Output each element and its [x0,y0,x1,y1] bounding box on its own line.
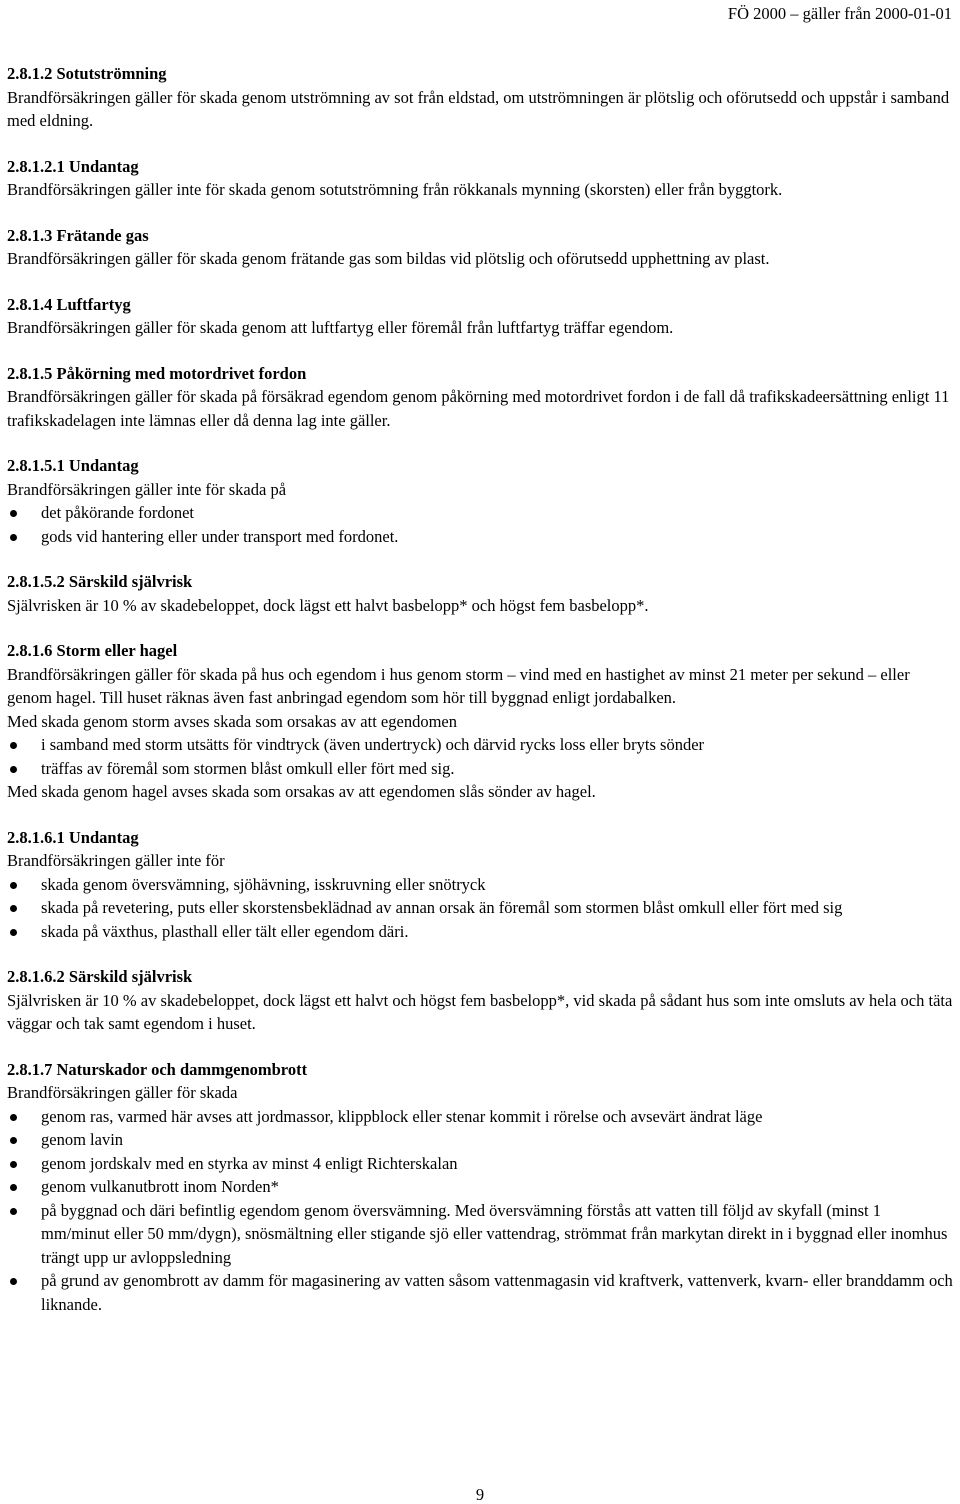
section-paragraph: Med skada genom storm avses skada som orsakas av att egendomen [7,711,457,731]
bullet-item: det påkörande fordonet [7,501,953,525]
section [7,362,953,433]
section-outro: Med skada genom hagel avses skada som orsakas av att egendomen slås sönder av hagel. [7,782,596,801]
document-body [7,62,953,1338]
section-intro: Brandförsäkringen gäller för skada [7,1083,238,1102]
bullet-item: träffas av föremål som stormen blåst omkull eller fört med sig. [7,757,953,781]
bullet-item: genom vulkanutbrott inom Norden* [7,1175,953,1199]
section-paragraph: Självrisken är 10 % av skadebeloppet, dock lägst ett halvt basbelopp* och högst fem basbelopp*. [7,595,649,615]
section-heading: 2.8.1.3 Frätande gas [7,225,149,245]
section-paragraph: Brandförsäkringen gäller för skada genom frätande gas som bildas vid plötslig och oförutsedd upphettning av plast. [7,249,770,268]
bullet-item: genom ras, varmed här avses att jordmassor, klippblock eller stenar kommit i rörelse och avsevärt ändrat läge [7,1105,953,1129]
bullet-item: på byggnad och däri befintlig egendom genom översvämning. Med översvämning förstås att vatten till följd av skyfall (minst 1 mm/minut eller 50 mm/dygn), snösmältning eller stigande sjö eller vattendrag, strömmat från markytan direkt in i byggnad eller inomhus trängt upp ur avloppsledning [7,1199,953,1270]
section-heading: 2.8.1.4 Luftfartyg [7,294,131,314]
section-heading: 2.8.1.2.1 Undantag [7,156,139,176]
section-heading: 2.8.1.5.2 Särskild självrisk [7,572,193,591]
page-number: 9 [475,1485,485,1504]
section [7,639,953,804]
section-heading: 2.8.1.2 Sotutströmning [7,64,167,83]
section [7,1058,953,1317]
bullet-list [7,873,953,944]
section [7,454,953,548]
section-heading: 2.8.1.6.1 Undantag [7,827,139,847]
section-heading: 2.8.1.6 Storm eller hagel [7,641,178,660]
section [7,570,953,617]
section-paragraph: Självrisken är 10 % av skadebeloppet, dock lägst ett halvt och högst fem basbelopp*, vid skada på sådant hus som inte omsluts av hela och täta väggar och tak samt egendom i huset. [7,990,953,1033]
bullet-list [7,1105,953,1317]
section-paragraph: Brandförsäkringen gäller inte för skada genom sotutströmning från rökkanals mynning (skorsten) eller från byggtork. [7,180,783,199]
bullet-item: på grund av genombrott av damm för magasinering av vatten såsom vattenmagasin vid kraftverk, vattenverk, kvarn- eller branddamm och liknande. [7,1269,953,1316]
section-heading: 2.8.1.5.1 Undantag [7,456,139,475]
section-paragraph: Brandförsäkringen gäller för skada på försäkrad egendom genom påkörning med motordrivet fordon i de fall då trafikskadeersättning enligt 11 trafikskadelagen inte lämnas eller då denna lag inte gäller. [7,387,950,430]
section [7,293,953,340]
section [7,155,953,202]
section-heading: 2.8.1.7 Naturskador och dammgenombrott [7,1059,308,1079]
bullet-list [7,501,953,548]
bullet-list [7,733,953,780]
section [7,62,953,133]
bullet-item: skada på växthus, plasthall eller tält eller egendom däri. [7,920,953,944]
section-paragraph: Brandförsäkringen gäller för skada genom utströmning av sot från eldstad, om utströmningen är plötslig och oförutsedd och uppstår i samband med eldning. [7,87,950,130]
section [7,224,953,271]
section-heading: 2.8.1.6.2 Särskild självrisk [7,967,193,986]
bullet-item: genom jordskalv med en styrka av minst 4 enligt Richterskalan [7,1152,953,1176]
section-intro: Brandförsäkringen gäller inte för skada på [7,479,287,499]
section-paragraph: Brandförsäkringen gäller för skada genom att luftfartyg eller föremål från luftfartyg träffar egendom. [7,318,674,337]
section-heading: 2.8.1.5 Påkörning med motordrivet fordon [7,363,307,383]
bullet-item: gods vid hantering eller under transport med fordonet. [7,525,953,549]
section-intro: Brandförsäkringen gäller inte för [7,851,225,870]
bullet-item: skada genom översvämning, sjöhävning, isskruvning eller snötryck [7,873,953,897]
bullet-item: genom lavin [7,1128,953,1152]
section [7,826,953,944]
running-header: FÖ 2000 – gäller från 2000-01-01 [727,4,952,23]
section [7,965,953,1036]
bullet-item: i samband med storm utsätts för vindtryck (även undertryck) och därvid rycks loss eller bryts sönder [7,733,953,757]
bullet-item: skada på revetering, puts eller skorstensbeklädnad av annan orsak än föremål som stormen blåst omkull eller fört med sig [7,896,953,920]
section-paragraph: Brandförsäkringen gäller för skada på hus och egendom i hus genom storm – vind med en hastighet av minst 21 meter per sekund – eller genom hagel. Till huset räknas även fast anbringad egendom som hör till byggnad enligt jordabalken. [7,664,910,707]
